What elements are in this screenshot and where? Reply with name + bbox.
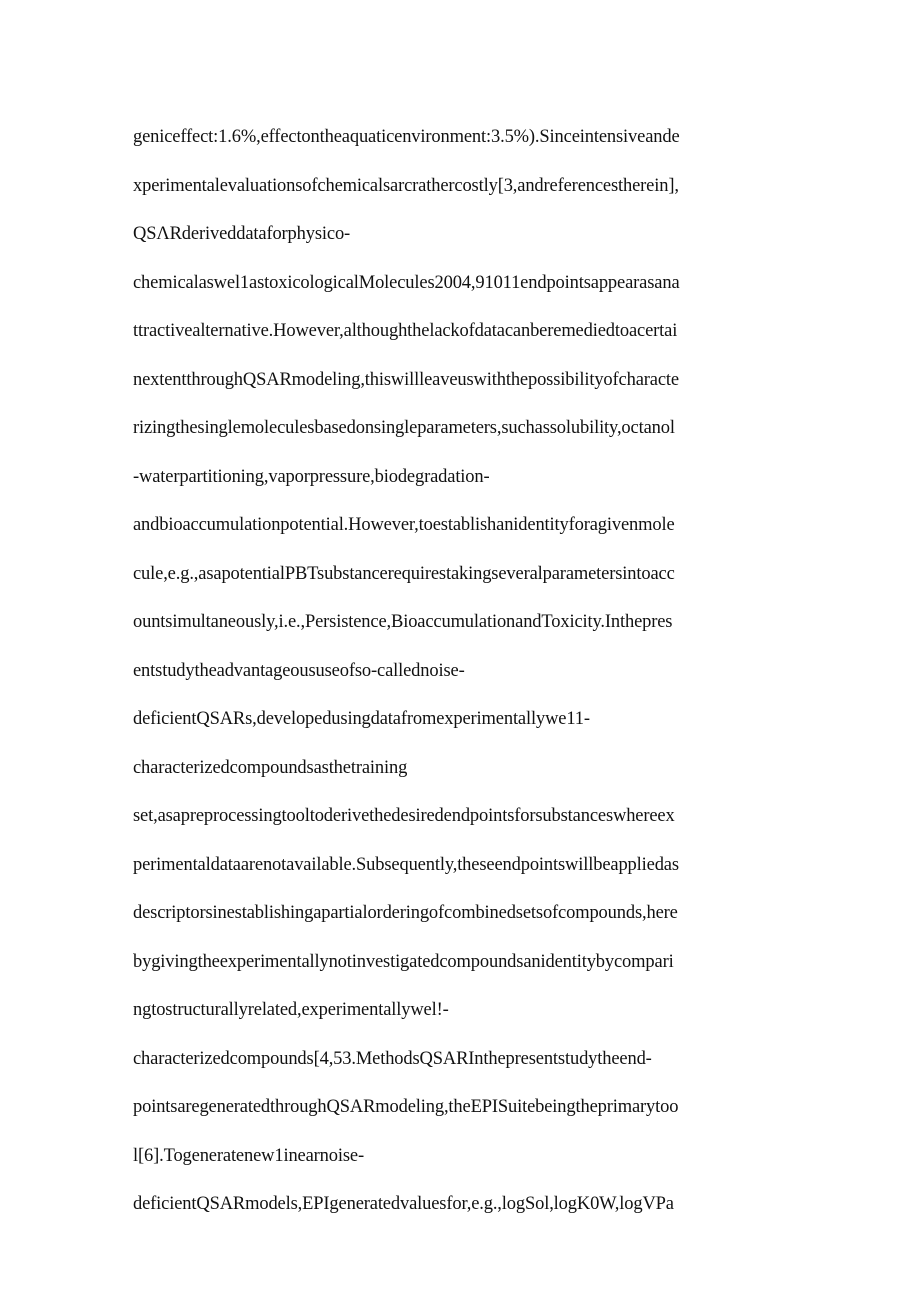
text-line: cule,e.g.,asapotentialPBTsubstancerequirestakingseveralparametersintoacc — [133, 563, 675, 584]
text-line: entstudytheadvantageoususeofso-callednoise- — [133, 660, 465, 681]
text-line: geniceffect:1.6%,effectontheaquaticenvironment:3.5%).Sinceintensiveande — [133, 127, 680, 147]
text-line: deficientQSARs,developedusingdatafromexperimentallywe11- — [133, 709, 590, 729]
text-line: ttractivealternative.However,althoughthelackofdatacanberemediedtoacertai — [133, 321, 678, 341]
text-line: descriptorsinestablishingapartialorderingofcombinedsetsofcompounds,here — [133, 903, 678, 923]
body-text — [133, 119, 793, 1235]
text-line: pointsaregeneratedthroughQSARmodeling,theEPISuitebeingtheprimarytoo — [133, 1097, 679, 1117]
text-line: xperimentalevaluationsofchemicalsarcrathercostly[3,andreferencestherein], — [133, 175, 679, 196]
text-line: nextentthroughQSARmodeling,thiswillleaveuswiththepossibilityofcharacte — [133, 369, 679, 390]
text-line: l[6].Togeneratenew1inearnoise- — [133, 1145, 364, 1166]
text-line: -waterpartitioning,vaporpressure,biodegradation- — [133, 466, 490, 487]
text-line: ngtostructurallyrelated,experimentallywel!- — [133, 1000, 449, 1020]
text-line: rizingthesinglemoleculesbasedonsingleparameters,suchassolubility,octanol — [133, 418, 675, 438]
text-line: andbioaccumulationpotential.However,toestablishanidentityforagivenmole — [133, 515, 675, 535]
text-line: ountsimultaneously,i.e.,Persistence,BioaccumulationandToxicity.Inthepres — [133, 612, 673, 632]
text-line: QSΛRderiveddataforphysico- — [133, 224, 351, 244]
text-line: set,asapreprocessingtooltoderivethedesiredendpointsforsubstanceswhereex — [133, 806, 675, 826]
text-line: bygivingtheexperimentallynotinvestigatedcompoundsanidentitybycompari — [133, 951, 674, 972]
text-line: perimentaldataarenotavailable.Subsequently,theseendpointswillbeappliedas — [133, 854, 679, 875]
text-line: characterizedcompounds[4,53.MethodsQSARInthepresentstudytheend- — [133, 1048, 652, 1069]
text-line: characterizedcompoundsasthetraining — [133, 757, 408, 778]
text-line: deficientQSARmodels,EPIgeneratedvaluesfor,e.g.,logSol,logK0W,logVPa — [133, 1194, 674, 1214]
text-line: chemicalaswel1astoxicologicalMolecules2004,91011endpointsappearasana — [133, 272, 680, 293]
